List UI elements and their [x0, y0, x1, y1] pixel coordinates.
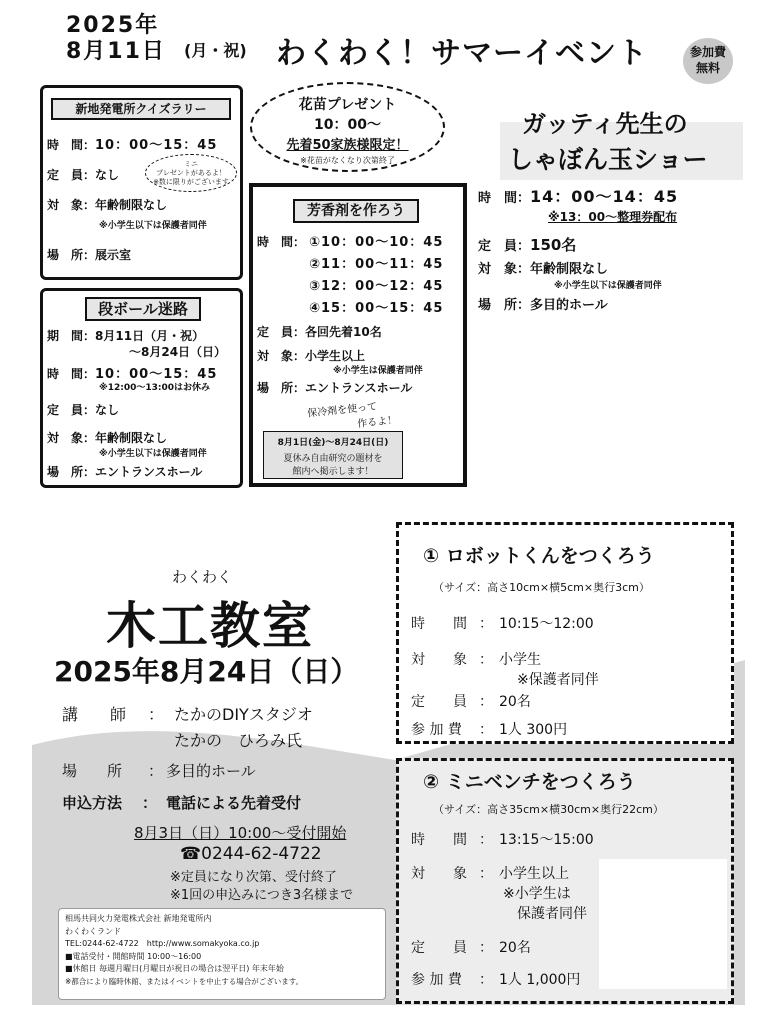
ww-place-label: 場 所	[62, 762, 123, 780]
robot-target-label: 対 象	[411, 652, 467, 668]
footer-line6: ※都合により臨時休館、またはイベントを中止する場合がございます。	[65, 976, 304, 986]
woodwork-title: 木工教室	[106, 597, 314, 655]
bench-target-colon: ：	[479, 866, 493, 882]
robot-time-label: 時 間	[411, 616, 467, 632]
robot-target-colon: ：	[479, 652, 493, 668]
quiz-target-label: 対 象：	[47, 198, 96, 212]
apply-start: 8月3日（日）10:00〜受付開始	[134, 824, 347, 842]
bench-time: 13:15〜15:00	[499, 832, 594, 848]
aroma-time-1: ①10：00〜10：45	[309, 235, 444, 250]
bench-target-note2: 保護者同伴	[517, 906, 587, 922]
aroma-capacity: 各回先着10名	[305, 325, 382, 339]
apply-note2: ※1回の申込みにつき3名様まで	[170, 888, 354, 903]
robot-capacity: 20名	[499, 694, 531, 710]
quiz-title: 新地発電所クイズラリー	[51, 98, 231, 120]
aroma-time-3: ③12：00〜12：45	[309, 279, 444, 294]
quiz-place-label: 場 所：	[47, 248, 96, 262]
bubble-capacity: 150名	[530, 236, 577, 254]
aroma-time-label: 時 間：	[257, 235, 306, 249]
bubble-title-line1: ガッティ先生の	[522, 110, 688, 138]
woodwork-date: 2025年8月24日（日）	[54, 655, 359, 688]
quiz-target-note: ※小学生以下は保護者同伴	[99, 221, 207, 231]
robot-time: 10:15〜12:00	[499, 616, 594, 632]
aroma-notice-dates: 8月1日(金)〜8月24日(日)	[277, 438, 389, 448]
bubble-capacity-label: 定 員：	[478, 239, 531, 254]
header-date: 8月11日	[66, 39, 166, 64]
bench-title: ② ミニベンチをつくろう	[423, 771, 636, 793]
quiz-badge-line3: ※数に限りがございます	[153, 178, 229, 186]
quiz-badge-line1: ミニ	[184, 160, 198, 168]
free-badge-line2: 無料	[695, 61, 720, 75]
quiz-capacity-label: 定 員：	[47, 168, 96, 182]
apply-label: 申込方法	[62, 794, 123, 812]
footer-line3: TEL:0244-62-4722 http://www.somakyoka.co.jp	[65, 939, 260, 948]
robot-fee-colon: ：	[479, 722, 493, 738]
bench-time-colon: ：	[479, 832, 493, 848]
robot-fee-label: 参 加 費	[411, 722, 462, 738]
aroma-handwritten-2: 作るよ！	[356, 414, 398, 431]
bench-capacity-label: 定 員	[411, 940, 467, 956]
aroma-target: 小学生以上	[305, 349, 366, 363]
bench-blank-panel	[599, 859, 727, 989]
instructor-colon: ：	[148, 705, 165, 724]
quiz-capacity: なし	[95, 168, 120, 182]
maze-capacity-label: 定 員：	[47, 403, 96, 417]
quiz-time-label: 時 間：	[47, 138, 96, 152]
bubble-place: 多目的ホール	[530, 298, 608, 313]
instructor-line2: たかの ひろみ氏	[174, 731, 303, 750]
robot-time-colon: ：	[479, 616, 493, 632]
maze-target: 年齢制限なし	[95, 431, 168, 445]
seedling-line2: 10：00〜	[314, 117, 381, 133]
quiz-target: 年齢制限なし	[95, 198, 168, 212]
robot-capacity-label: 定 員	[411, 694, 467, 710]
aroma-time-4: ④15：00〜15：45	[309, 301, 444, 316]
maze-target-note: ※小学生以下は保護者同伴	[99, 449, 207, 459]
seedling-note: ※花苗がなくなり次第終了	[300, 156, 395, 165]
bench-target-label: 対 象	[411, 866, 467, 882]
aroma-place: エントランスホール	[305, 381, 413, 395]
quiz-place: 展示室	[95, 248, 132, 262]
robot-target: 小学生	[499, 652, 541, 668]
footer-info-box	[58, 908, 386, 1000]
bubble-target-label: 対 象：	[478, 262, 531, 277]
bubble-title-line2: しゃぼん玉ショー	[508, 145, 708, 174]
robot-title: ① ロボットくんをつくろう	[423, 545, 655, 567]
footer-line4: ■電話受付・開館時間 10:00〜16:00	[65, 951, 202, 961]
seedling-line3: 先着50家族様限定！	[286, 138, 409, 153]
apply-method: 電話による先着受付	[166, 794, 302, 812]
instructor-line1: たかのDIYスタジオ	[174, 705, 313, 724]
bench-size: （サイズ：高さ35cm×横30cm×奥行22cm）	[433, 803, 664, 816]
robot-box	[396, 522, 734, 744]
bench-fee-colon: ：	[479, 972, 493, 988]
robot-fee: 1人 300円	[499, 722, 568, 738]
header-weekday: (月・祝)	[184, 41, 247, 60]
aroma-time-2: ②11：00〜11：45	[309, 257, 444, 272]
aroma-capacity-label: 定 員：	[257, 325, 306, 339]
bench-time-label: 時 間	[411, 832, 467, 848]
robot-target-note: ※保護者同伴	[517, 672, 599, 688]
footer-line1: 相馬共同火力発電株式会社 新地発電所内	[65, 914, 212, 923]
instructor-label: 講 師	[62, 705, 127, 724]
aroma-title: 芳香剤を作ろう	[293, 199, 419, 223]
bubble-target-note: ※小学生以下は保護者同伴	[554, 281, 662, 291]
quiz-badge-line2: プレゼントがあるよ！	[156, 169, 226, 177]
bench-fee: 1人 1,000円	[499, 972, 581, 988]
maze-place-label: 場 所：	[47, 465, 96, 479]
maze-target-label: 対 象：	[47, 431, 96, 445]
bench-capacity: 20名	[499, 940, 531, 956]
robot-capacity-colon: ：	[479, 694, 493, 710]
aroma-handwritten-1: 保冷剤を使って	[306, 401, 378, 420]
ww-place-colon: ：	[148, 762, 164, 780]
bubble-place-label: 場 所：	[478, 298, 531, 313]
apply-colon: ：	[142, 794, 158, 812]
apply-phone: ☎0244-62-4722	[180, 844, 322, 864]
bubble-target: 年齢制限なし	[530, 262, 609, 277]
bench-target-note1: ※小学生は	[503, 886, 571, 902]
maze-place: エントランスホール	[95, 465, 203, 479]
aroma-place-label: 場 所：	[257, 381, 306, 395]
apply-note1: ※定員になり次第、受付終了	[170, 870, 337, 885]
bench-fee-label: 参 加 費	[411, 972, 462, 988]
footer-line5: ■休館日 毎週月曜日(月曜日が祝日の場合は翌平日) 年末年始	[65, 964, 284, 973]
woodwork-ruby: わくわく	[172, 568, 233, 586]
bench-capacity-colon: ：	[479, 940, 493, 956]
header-title: わくわく！サマーイベント	[276, 36, 648, 71]
aroma-notice-line1: 夏休み自由研究の題材を	[283, 454, 383, 464]
maze-time: 10：00〜15：45	[95, 367, 218, 382]
free-badge-line1: 参加費	[689, 45, 726, 59]
maze-time-note: ※12:00〜13:00はお休み	[99, 383, 211, 393]
seedling-line1: 花苗プレゼント	[298, 97, 397, 113]
maze-period-label: 期 間：	[47, 329, 96, 343]
maze-time-label: 時 間：	[47, 367, 96, 381]
ww-place: 多目的ホール	[166, 762, 256, 780]
bench-target: 小学生以上	[499, 866, 569, 882]
bench-box	[396, 758, 734, 1004]
footer-line2: わくわくランド	[65, 926, 121, 936]
aroma-notice-line2: 館内へ掲示します！	[292, 467, 374, 477]
bubble-ticket-note: ※13：00〜整理券配布	[548, 210, 678, 224]
aroma-target-note: ※小学生は保護者同伴	[333, 366, 423, 376]
bubble-time: 14：00〜14：45	[530, 187, 679, 206]
quiz-time: 10：00〜15：45	[95, 138, 218, 153]
maze-title: 段ボール迷路	[85, 297, 201, 321]
header-year: 2025年	[66, 13, 160, 38]
robot-size: （サイズ：高さ10cm×横5cm×奥行3cm）	[433, 581, 650, 594]
aroma-target-label: 対 象：	[257, 349, 306, 363]
maze-period-line2: 〜8月24日（日）	[129, 345, 227, 359]
maze-capacity: なし	[95, 403, 120, 417]
maze-period-line1: 8月11日（月・祝）	[95, 329, 205, 343]
bubble-time-label: 時 間：	[478, 191, 531, 206]
